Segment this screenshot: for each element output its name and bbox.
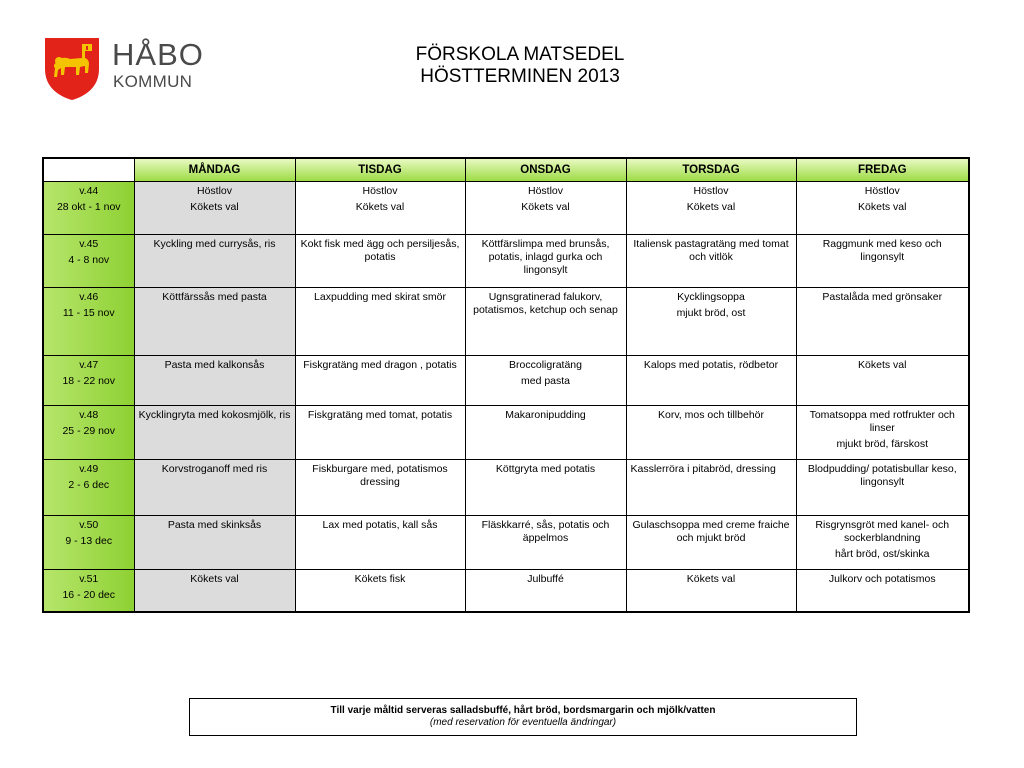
logo-name: HÅBO: [112, 37, 204, 72]
week-number: v.51: [79, 573, 99, 585]
day-header: MÅNDAG: [134, 158, 295, 182]
meal-text: Kökets val: [190, 573, 239, 585]
meal-text: Risgrynsgröt med kanel- och sockerblandning: [815, 519, 950, 544]
meal-text: Höstlov: [864, 185, 900, 197]
week-cell: [43, 406, 134, 460]
meal-text: Köttgryta med potatis: [495, 463, 596, 475]
meal-text: Fiskburgare med, potatismos dressing: [312, 463, 448, 488]
meal-cell: [465, 182, 626, 235]
day-header: TISDAG: [295, 158, 465, 182]
meal-text: Köttfärslimpa med brunsås, potatis, inlagd gurka och lingonsylt: [481, 238, 610, 276]
meal-cell: [134, 460, 295, 516]
week-dates: 25 - 29 nov: [62, 425, 116, 437]
meal-cell: [134, 570, 295, 612]
meal-cell: [626, 570, 796, 612]
meal-text: Kyckling med currysås, ris: [153, 238, 276, 250]
week-cell: [43, 182, 134, 235]
meal-text: Kalops med potatis, rödbetor: [643, 359, 779, 371]
meal-text: Höstlov: [196, 185, 232, 197]
week-row: [43, 570, 969, 612]
footer-line-1: Till varje måltid serveras salladsbuffé, hårt bröd, bordsmargarin och mjölk/vatten: [330, 705, 716, 716]
week-number: v.46: [79, 291, 99, 303]
meal-text: Pasta med skinksås: [167, 519, 262, 531]
meal-cell: [134, 356, 295, 406]
meal-text: Fiskgratäng med tomat, potatis: [307, 409, 453, 421]
week-row: [43, 460, 969, 516]
meal-text: Gulaschsoppa med creme fraiche och mjukt bröd: [632, 519, 790, 544]
meal-text: Köttfärssås med pasta: [162, 291, 267, 303]
meal-text: Kökets val: [686, 201, 736, 213]
meal-cell: [796, 356, 969, 406]
header-corner-cell: [43, 158, 134, 182]
meal-cell: [626, 460, 796, 516]
meal-cell: [465, 460, 626, 516]
meal-text: Tomatsoppa med rotfrukter och linser: [809, 409, 955, 434]
logo-subtitle: KOMMUN: [113, 72, 193, 91]
meal-cell: [465, 235, 626, 288]
meal-text: mjukt bröd, färskost: [836, 438, 929, 450]
meal-cell: [626, 516, 796, 570]
meal-text: Julkorv och potatismos: [828, 573, 936, 585]
meal-text: Pastalåda med grönsaker: [822, 291, 943, 303]
week-dates: 4 - 8 nov: [68, 254, 110, 266]
meal-text: Korv, mos och tillbehör: [657, 409, 764, 421]
meal-cell: [465, 288, 626, 356]
meal-text: Raggmunk med keso och lingonsylt: [822, 238, 942, 263]
meal-text: Kökets val: [190, 201, 239, 213]
meal-text: Korvstroganoff med ris: [161, 463, 268, 475]
meal-cell: [134, 288, 295, 356]
meal-text: Kasslerröra i pitabröd, dressing: [630, 463, 776, 475]
meal-text: Höstlov: [693, 185, 729, 197]
week-cell: [43, 570, 134, 612]
footer-line-2: (med reservation för eventuella ändringar): [429, 717, 617, 728]
week-cell: [43, 288, 134, 356]
municipal-coat-of-arms-icon: [42, 35, 102, 101]
day-header: TORSDAG: [626, 158, 796, 182]
meal-text: Kökets val: [521, 201, 570, 213]
week-row: [43, 406, 969, 460]
meal-cell: [134, 182, 295, 235]
meal-text: Höstlov: [362, 185, 398, 197]
page-title: [310, 44, 730, 88]
meal-cell: [295, 460, 465, 516]
meal-cell: [626, 356, 796, 406]
meal-cell: [626, 406, 796, 460]
week-number: v.47: [79, 359, 99, 371]
meal-cell: [796, 570, 969, 612]
week-cell: [43, 356, 134, 406]
meal-cell: [295, 288, 465, 356]
week-cell: [43, 235, 134, 288]
meal-text: Blodpudding/ potatisbullar keso, lingonsylt: [807, 463, 957, 488]
week-cell: [43, 516, 134, 570]
meal-cell: [295, 570, 465, 612]
meal-text: Ugnsgratinerad falukorv, potatismos, ketchup och senap: [473, 291, 618, 316]
week-row: [43, 182, 969, 235]
meal-text: Fiskgratäng med dragon , potatis: [303, 359, 457, 371]
week-number: v.49: [79, 463, 99, 475]
meal-cell: [465, 356, 626, 406]
meal-cell: [134, 516, 295, 570]
meal-text: Laxpudding med skirat smör: [314, 291, 446, 303]
footer-note: [189, 698, 857, 736]
meal-cell: [626, 288, 796, 356]
week-dates: 9 - 13 dec: [65, 535, 113, 547]
meal-text: mjukt bröd, ost: [676, 307, 746, 319]
meal-cell: [626, 182, 796, 235]
meal-cell: [295, 406, 465, 460]
meal-text: Kökets val: [355, 201, 405, 213]
meal-cell: [465, 406, 626, 460]
meal-cell: [465, 516, 626, 570]
meal-cell: [796, 406, 969, 460]
day-header: FREDAG: [796, 158, 969, 182]
meal-cell: [465, 570, 626, 612]
meal-text: Broccoligratäng: [509, 359, 582, 371]
week-row: [43, 288, 969, 356]
meal-cell: [134, 235, 295, 288]
meal-text: Italiensk pastagratäng med tomat och vitlök: [633, 238, 789, 263]
habo-kommun-logo: [42, 35, 212, 101]
meal-text: Kökets val: [858, 201, 907, 213]
title-line-1: FÖRSKOLA MATSEDEL: [415, 44, 625, 65]
week-row: [43, 356, 969, 406]
week-cell: [43, 460, 134, 516]
meal-text: Kökets fisk: [354, 573, 406, 585]
meal-cell: [796, 288, 969, 356]
week-dates: 28 okt - 1 nov: [56, 201, 121, 213]
meal-text: Höstlov: [527, 185, 563, 197]
meal-cell: [796, 182, 969, 235]
title-line-2: HÖSTTERMINEN 2013: [420, 66, 620, 87]
week-dates: 11 - 15 nov: [62, 307, 115, 319]
meal-text: Kökets val: [858, 359, 907, 371]
meal-text: Kycklingryta med kokosmjölk, ris: [138, 409, 291, 421]
meal-cell: [796, 516, 969, 570]
meal-text: Lax med potatis, kall sås: [322, 519, 438, 531]
week-number: v.50: [79, 519, 99, 531]
meal-cell: [796, 460, 969, 516]
meal-cell: [295, 356, 465, 406]
header-row: [43, 158, 969, 182]
meal-text: hårt bröd, ost/skinka: [834, 548, 930, 560]
week-dates: 2 - 6 dec: [68, 479, 110, 491]
meal-text: Pasta med kalkonsås: [164, 359, 265, 371]
week-dates: 18 - 22 nov: [62, 375, 116, 387]
meal-text: Julbuffé: [527, 573, 564, 585]
meal-text: med pasta: [520, 375, 571, 387]
meal-cell: [295, 182, 465, 235]
meal-cell: [295, 235, 465, 288]
week-row: [43, 516, 969, 570]
meal-cell: [295, 516, 465, 570]
meal-text: Fläskkarré, sås, potatis och äppelmos: [481, 519, 610, 544]
meal-text: Kycklingsoppa: [677, 291, 745, 303]
week-row: [43, 235, 969, 288]
menu-table: [42, 157, 970, 613]
week-number: v.48: [79, 409, 99, 421]
meal-cell: [626, 235, 796, 288]
meal-cell: [796, 235, 969, 288]
meal-text: Kokt fisk med ägg och persiljesås, potatis: [300, 238, 460, 263]
day-header: ONSDAG: [465, 158, 626, 182]
week-number: v.45: [79, 238, 99, 250]
meal-cell: [134, 406, 295, 460]
week-dates: 16 - 20 dec: [62, 589, 116, 601]
meal-text: Makaronipudding: [505, 409, 586, 421]
week-number: v.44: [79, 185, 99, 197]
meal-text: Kökets val: [686, 573, 736, 585]
